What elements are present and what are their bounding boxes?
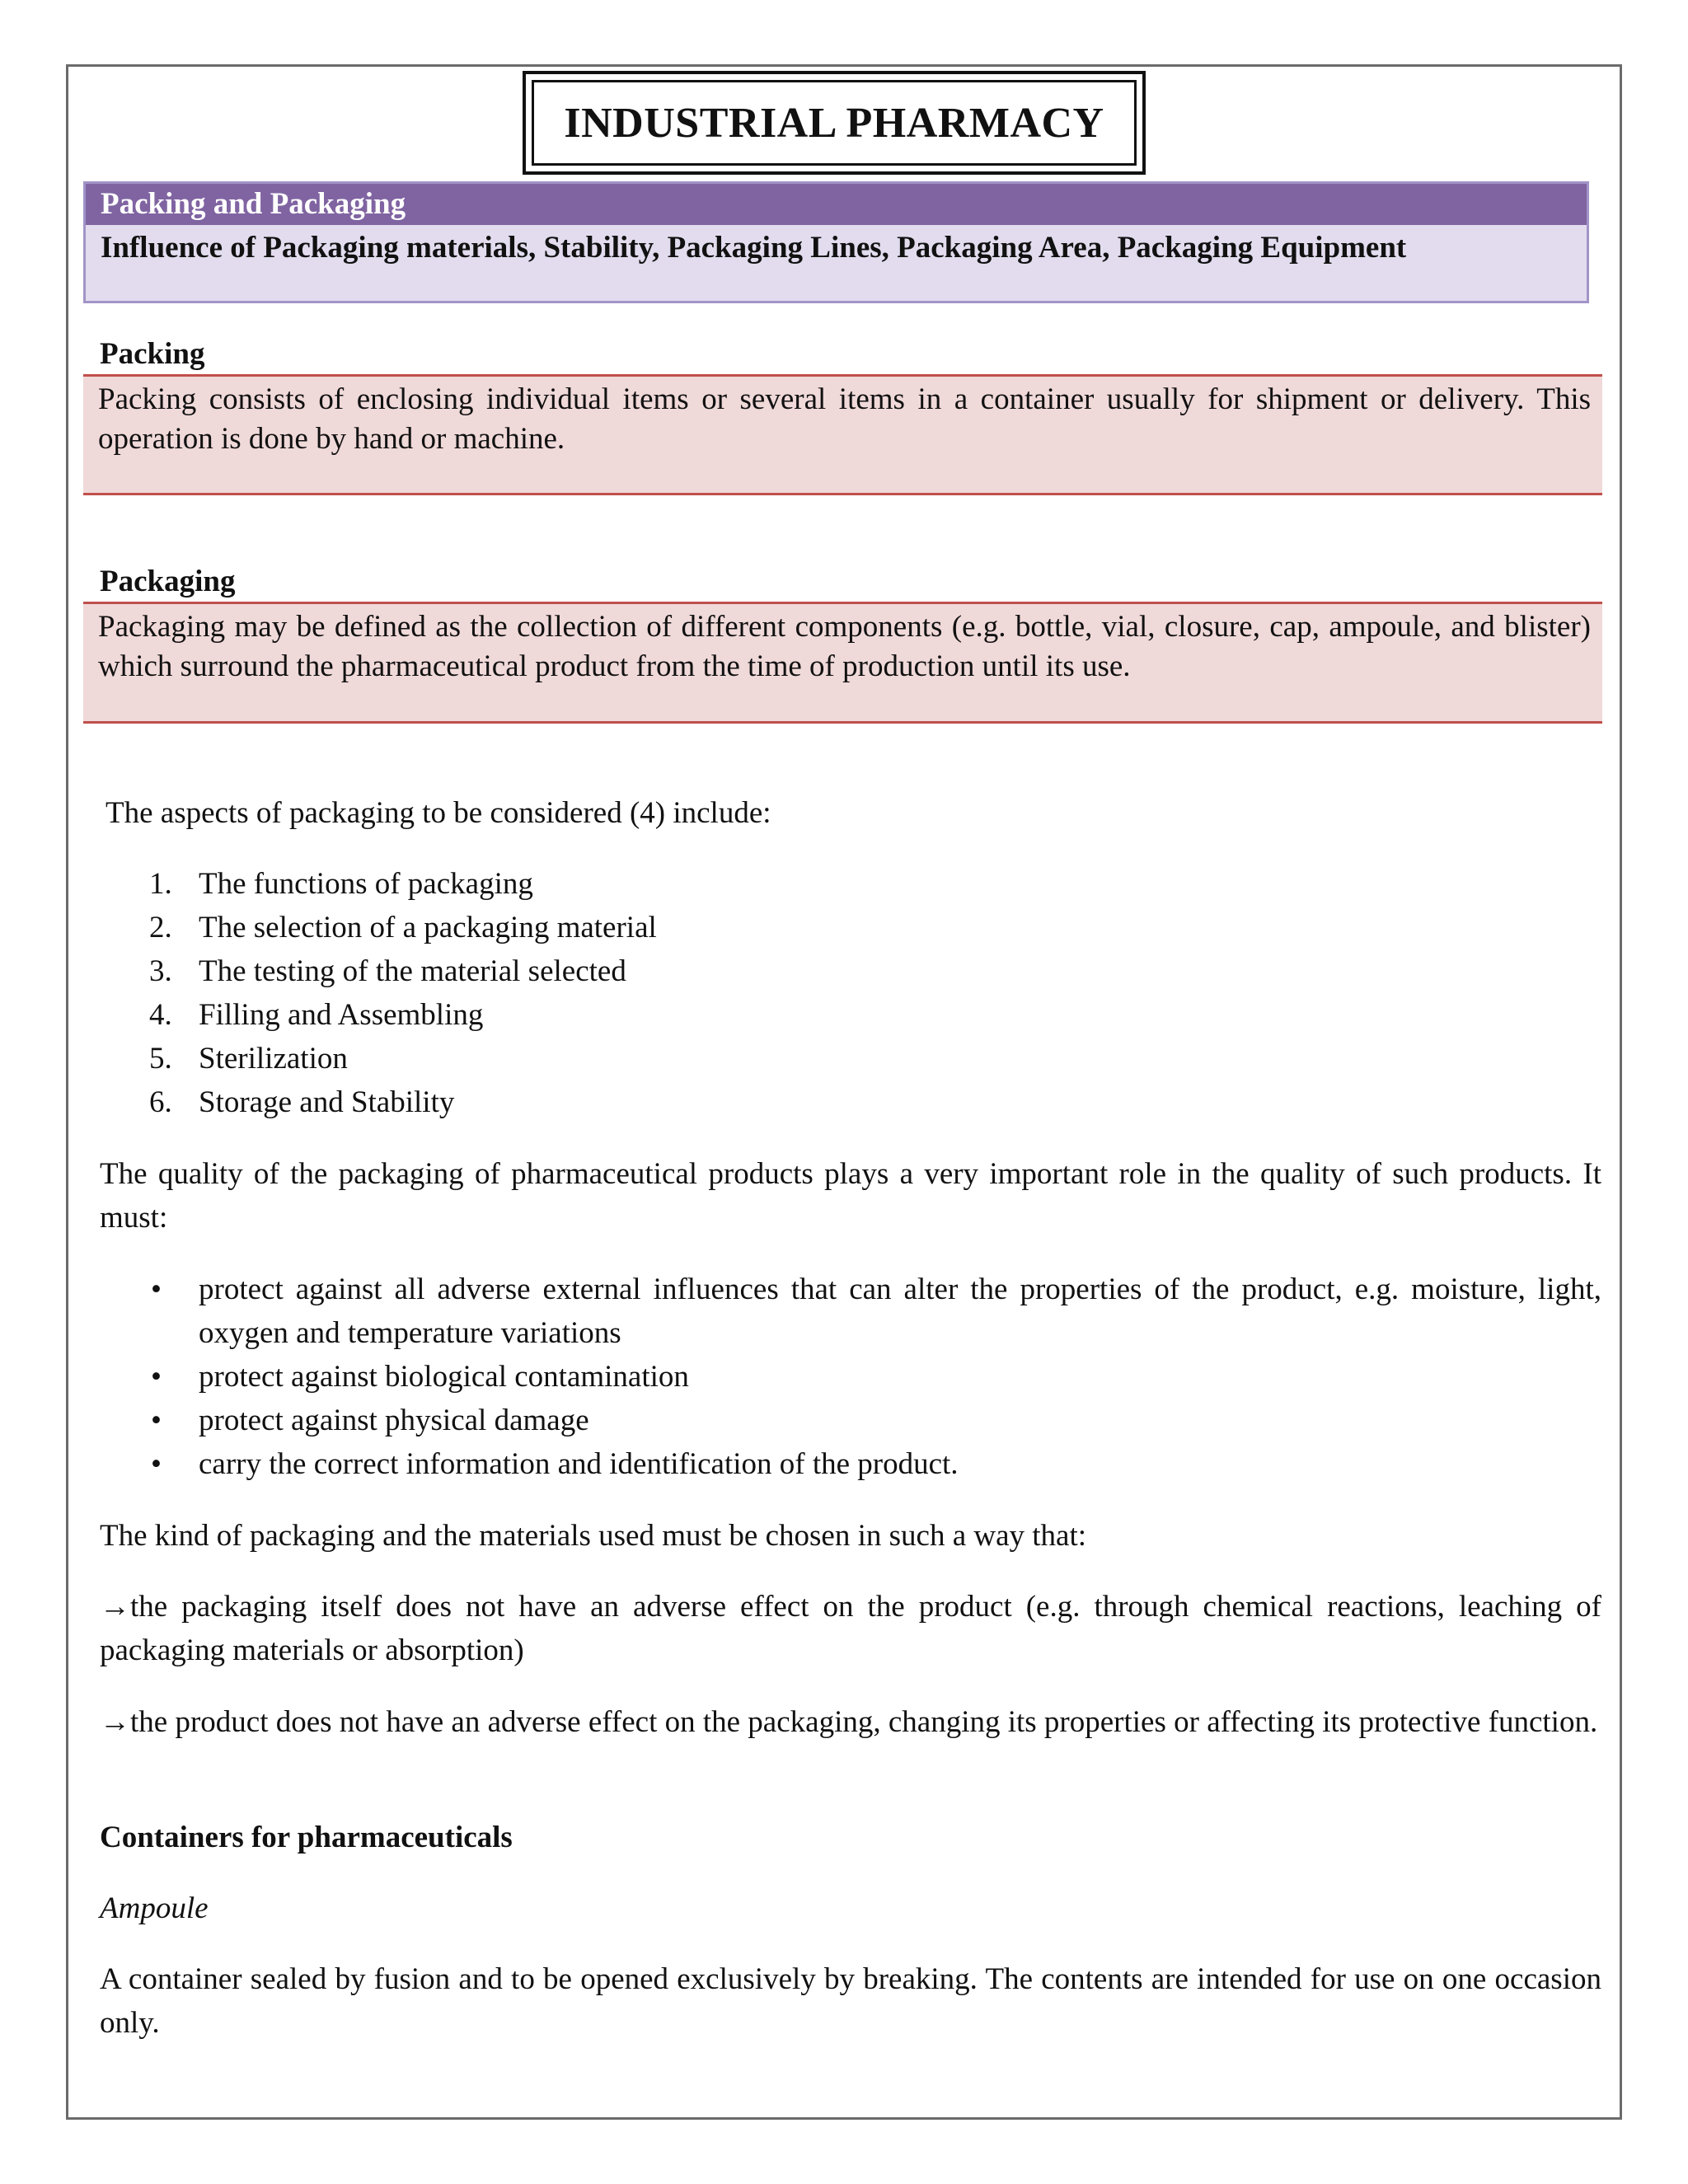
containers-subheading: Ampoule xyxy=(100,1891,209,1925)
list-item: 6. Storage and Stability xyxy=(149,1085,455,1119)
quality-intro: The quality of the packaging of pharmaceutical products plays a very important role in the quality of such products. It must: xyxy=(100,1157,1601,1235)
packing-definition-box xyxy=(83,374,1602,495)
topic-subtitle: Influence of Packaging materials, Stability, Packaging Lines, Packaging Area, Packaging Equipment xyxy=(101,231,1407,265)
packing-heading: Packing xyxy=(100,337,205,371)
list-item: • carry the correct information and identification of the product. xyxy=(151,1447,959,1481)
list-item: • protect against physical damage xyxy=(151,1404,589,1437)
topic-box xyxy=(83,181,1589,303)
packaging-definition-box xyxy=(83,602,1602,724)
kind-point-2: →the product does not have an adverse effect on the packaging, changing its properties or affecting its protective function. xyxy=(100,1705,1598,1739)
list-item: • protect against biological contamination xyxy=(151,1360,689,1394)
containers-heading: Containers for pharmaceuticals xyxy=(100,1821,513,1854)
list-item: • protect against all adverse external influences that can alter the properties of the product, e.g. moisture, light, oxygen and temperature variations xyxy=(151,1272,1601,1350)
packing-definition: Packing consists of enclosing individual items or several items in a container usually for shipment or delivery. This operation is done by hand or machine. xyxy=(98,382,1591,456)
aspects-intro: The aspects of packaging to be considered (4) include: xyxy=(106,796,771,830)
list-item: 4. Filling and Assembling xyxy=(149,998,484,1032)
list-item: 2. The selection of a packaging material xyxy=(149,911,657,944)
list-item: 3. The testing of the material selected xyxy=(149,954,626,988)
kind-point-1: →the packaging itself does not have an adverse effect on the product (e.g. through chemical reactions, leaching of packaging materials or absorption) xyxy=(100,1590,1601,1667)
aspects-list xyxy=(100,862,1601,1124)
packaging-heading: Packaging xyxy=(100,565,236,598)
list-item: 1. The functions of packaging xyxy=(149,867,533,901)
title-box xyxy=(523,71,1146,175)
topic-header: Packing and Packaging xyxy=(86,184,1587,225)
ampoule-definition: A container sealed by fusion and to be opened exclusively by breaking. The contents are intended for use on one occasion only. xyxy=(100,1962,1601,2040)
list-item: 5. Sterilization xyxy=(149,1042,348,1076)
packaging-definition: Packaging may be defined as the collection of different components (e.g. bottle, vial, closure, cap, ampoule, and blister) which surround the pharmaceutical product from the time of production until its use. xyxy=(98,610,1591,683)
quality-bullet-list xyxy=(100,1268,1601,1486)
kind-intro: The kind of packaging and the materials used must be chosen in such a way that: xyxy=(100,1519,1087,1553)
page-title: INDUSTRIAL PHARMACY xyxy=(532,80,1137,166)
